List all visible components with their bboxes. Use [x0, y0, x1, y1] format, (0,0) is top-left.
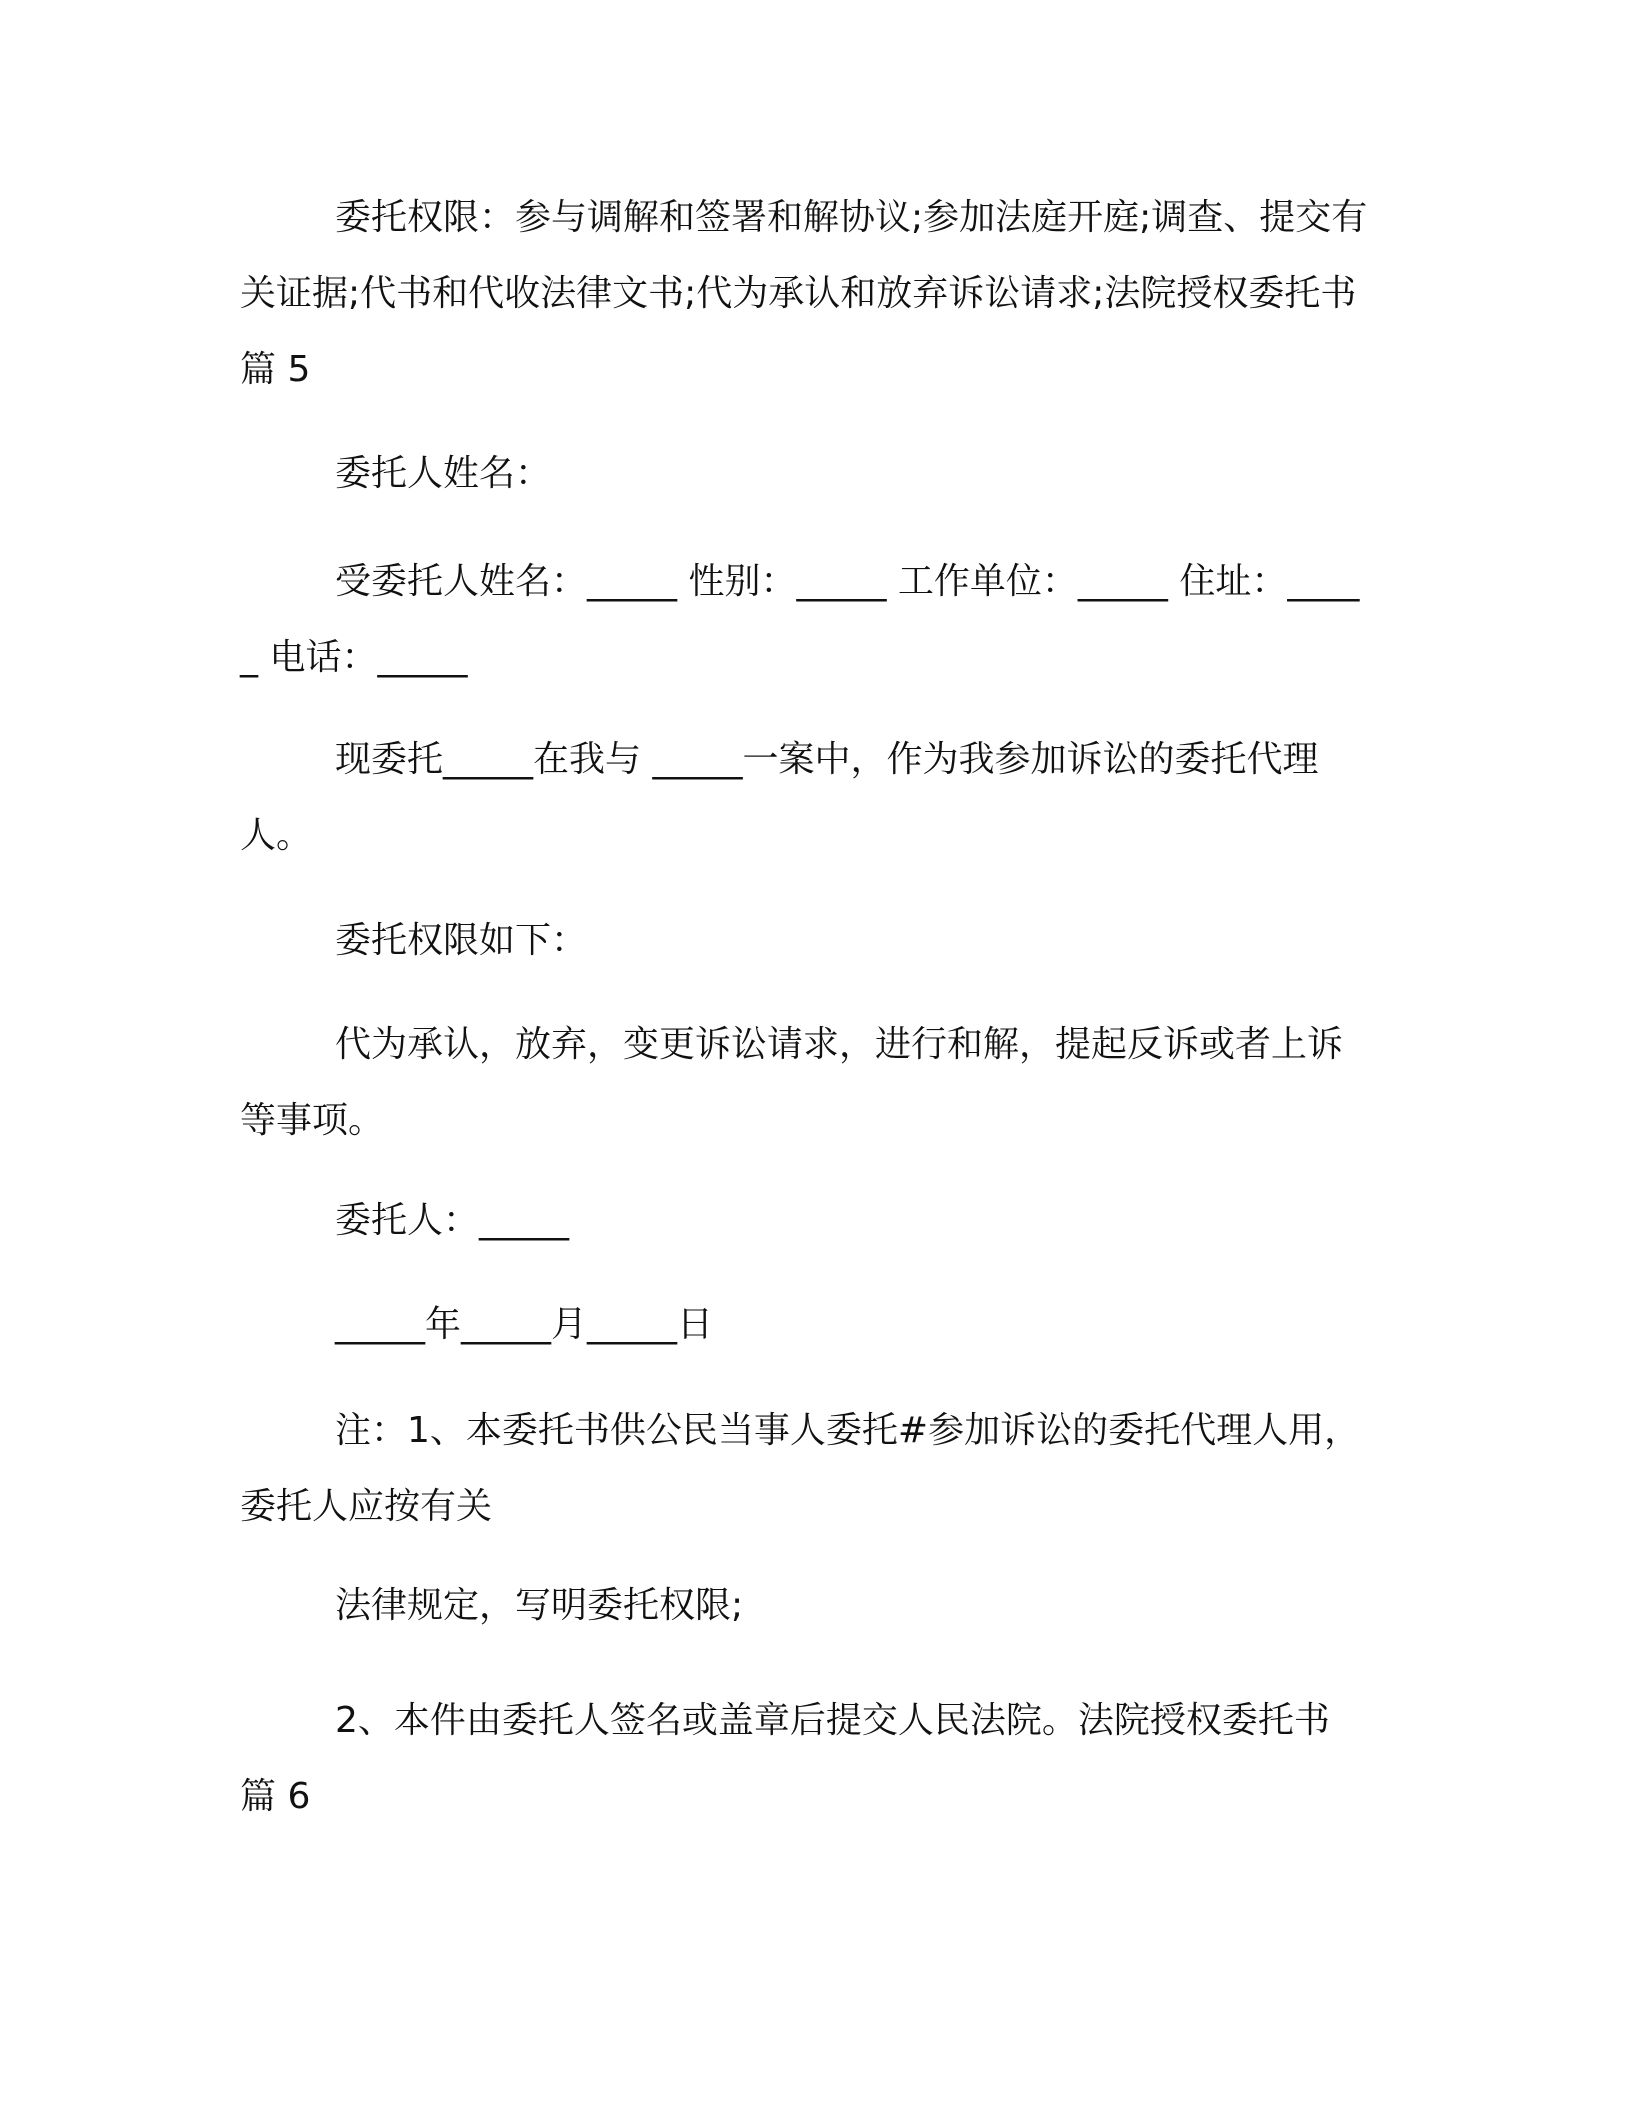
paragraph-note-1: 注：1、本委托书供公民当事人委托#参加诉讼的委托代理人用，委托人应按有关	[240, 1410, 1361, 1527]
paragraph-agent-info: 受委托人姓名：_____ 性别：_____ 工作单位：_____ 住址：_____ 电话：_____	[240, 561, 1360, 678]
paragraph-note-2: 2、本件由委托人签名或盖章后提交人民法院。法院授权委托书 篇 6	[240, 1700, 1330, 1817]
paragraph-authority-details: 代为承认，放弃，变更诉讼请求，进行和解，提起反诉或者上诉等事项。	[240, 1024, 1344, 1141]
paragraph-authority-heading: 委托权限如下：	[335, 920, 588, 961]
paragraph-date: _____年_____月_____日	[335, 1304, 714, 1345]
paragraph-appointment: 现委托_____在我与 _____一案中，作为我参加诉讼的委托代理人。	[240, 739, 1319, 856]
paragraph-principal-signature: 委托人：_____	[335, 1200, 570, 1241]
paragraph-principal-name: 委托人姓名：	[335, 453, 552, 494]
paragraph-note-continuation: 法律规定，写明委托权限;	[335, 1585, 744, 1626]
paragraph-authority-scope: 委托权限：参与调解和签署和解协议;参加法庭开庭;调查、提交有关证据;代书和代收法律文书;代为承认和放弃诉讼请求;法院授权委托书 篇 5	[240, 197, 1368, 390]
